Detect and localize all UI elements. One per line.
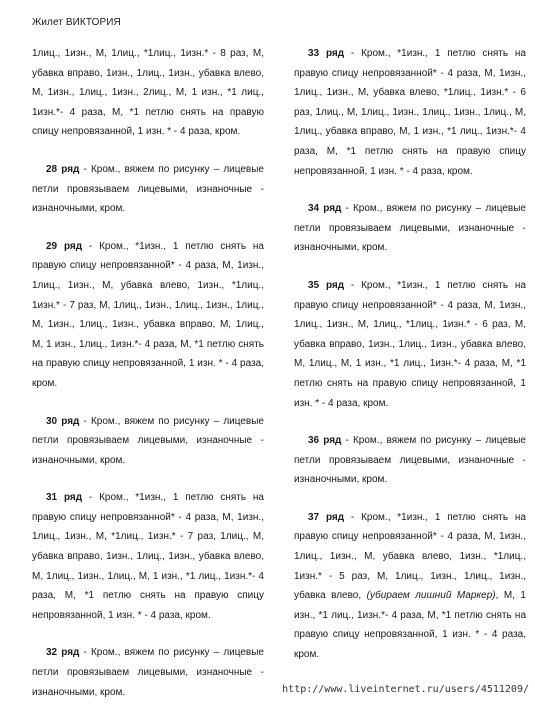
row-text: - Кром., *1изн., 1 петлю снять на правую спицу непровязанной* - 4 раза, М, 1изн., 1лиц., 1изн., М, 1лиц., *1лиц., 1изн.* - 6 раз, М, убавка вправо, 1изн., 1лиц., 1изн., убавка влево, М, 1лиц., М, 1 изн., *1 лиц., 1изн.*- 4 раза, М, *1 петлю снять на правую спицу непровязанной, 1 изн. * - 4 раза, кром. xyxy=(294,279,526,409)
row-number: 34 ряд xyxy=(308,203,342,215)
row-text: - Кром., вяжем по рисунку – лицевые петли провязываем лицевыми, изнаночные - изнаночными, кром. xyxy=(32,647,264,698)
row-paragraph xyxy=(294,44,526,181)
row-paragraph xyxy=(32,237,264,394)
page-title: Жилет ВИКТОРИЯ xyxy=(32,17,121,28)
row-paragraph xyxy=(32,412,264,471)
row-paragraph xyxy=(294,276,526,413)
row-text: - Кром., вяжем по рисунку – лицевые петли провязываем лицевыми, изнаночные - изнаночными, кром. xyxy=(294,435,526,486)
row-text: - Кром., *1изн., 1 петлю снять на правую спицу непровязанной* - 4 раза, М, 1изн., 1лиц., 1изн., М, убавка влево, 1изн., *1лиц., 1изн.* - 5 раз, М, 1лиц., 1изн., 1лиц., 1изн., убавка влево, xyxy=(294,511,526,602)
row-number: 35 ряд xyxy=(308,279,345,291)
left-column xyxy=(32,44,264,720)
row-number: 28 ряд xyxy=(46,163,80,175)
row-number: 37 ряд xyxy=(308,511,345,523)
row-number: 32 ряд xyxy=(46,647,80,659)
row-number: 36 ряд xyxy=(308,435,342,447)
row-paragraph xyxy=(32,160,264,219)
row-paragraph xyxy=(32,643,264,702)
row-number: 30 ряд xyxy=(46,415,80,427)
row-number: 33 ряд xyxy=(308,48,345,59)
right-column xyxy=(294,44,526,683)
watermark-link[interactable]: http://www.liveinternet.ru/users/4511209/ xyxy=(282,684,529,695)
row-text: - Кром., вяжем по рисунку – лицевые петли провязываем лицевыми, изнаночные - изнаночными, кром. xyxy=(32,415,264,466)
row-paragraph xyxy=(32,488,264,625)
row-paragraph xyxy=(294,508,526,665)
row-text: - Кром., *1изн., 1 петлю снять на правую спицу непровязанной* - 4 раза, М, 1изн., 1лиц., 1изн., М, *1лиц., 1изн.* - 7 раз, 1лиц., М, убавка вправо, 1изн., 1лиц., 1изн., убавка влево, М, 1лиц., 1изн., 1лиц., М, 1 изн., *1 лиц., 1изн.*- 4 раза, М, *1 петлю снять на правую спицу непровязанной, 1 изн. * - 4 раза, кром. xyxy=(32,492,264,621)
row-text-tail: , М, 1 изн., *1 лиц., 1изн.*- 4 раза, М, *1 петлю снять на правую спицу непровязанной, 1 изн. * - 4 раза, кром. xyxy=(294,590,526,661)
row-text: - Кром., *1изн., 1 петлю снять на правую спицу непровязанной* - 4 раза, М, 1изн., 1лиц., 1изн., М, убавка влево, *1лиц., 1изн.* - 6 раз, 1лиц., М, 1лиц., 1изн., 1лиц., 1изн., 1лиц., М, 1лиц., убавка вправо, М, 1 изн., *1 лиц., 1изн.*- 4 раза, М, *1 петлю снять на правую спицу непровязанной, 1 изн. * - 4 раза, кром. xyxy=(294,48,526,177)
row-text: 1лиц., 1изн., М, 1лиц., *1лиц., 1изн.* - 8 раз, М, убавка вправо, 1изн., 1лиц., 1изн., убавка влево, М, 1изн., 1лиц., 1изн., 2лиц., М, 1 изн., *1 лиц., 1изн.*- 4 раза, М, *1 петлю снять на правую спицу непровязанной, 1 изн. * - 4 раза, кром. xyxy=(32,48,264,138)
row-paragraph xyxy=(294,431,526,490)
row-paragraph xyxy=(294,199,526,258)
row-text: - Кром., вяжем по рисунку – лицевые петли провязываем лицевыми, изнаночные - изнаночными, кром. xyxy=(294,203,526,254)
row-note: (убираем лишний Маркер) xyxy=(366,590,496,602)
row-number: 29 ряд xyxy=(46,240,83,252)
row-text: - Кром., *1изн., 1 петлю снять на правую спицу непровязанной* - 4 раза, М, 1изн., 1лиц., 1изн., М, убавка влево, 1изн., *1лиц., 1изн.* - 7 раз, М, 1лиц., 1изн., 1лиц., 1изн., 1лиц., М, 1изн., 1лиц., 1изн., убавка вправо, М, 1лиц., М, 1 изн., 1лиц., 1изн.*- 4 раза, М, *1 петлю снять на правую спицу непровязанной, 1 изн. * - 4 раза, кром. xyxy=(32,240,264,389)
row-number: 31 ряд xyxy=(46,492,83,504)
row-paragraph xyxy=(32,44,264,142)
row-text: - Кром., вяжем по рисунку – лицевые петли провязываем лицевыми, изнаночные - изнаночными, кром. xyxy=(32,163,264,215)
